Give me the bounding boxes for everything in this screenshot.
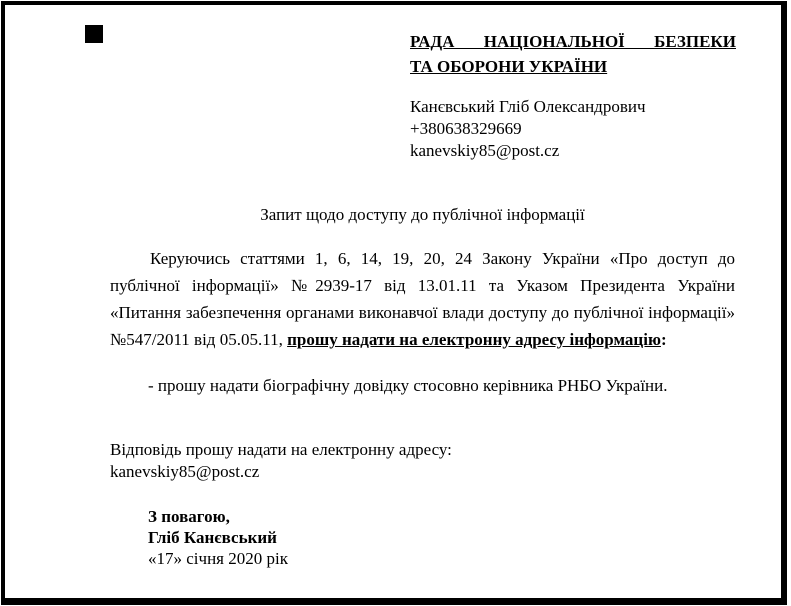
sender-email: kanevskiy85@post.cz <box>410 141 560 160</box>
main-paragraph <box>110 245 735 353</box>
sender-info-block <box>410 96 781 162</box>
org-name-block <box>410 29 736 79</box>
signature-name: Гліб Канєвський <box>148 528 277 547</box>
paragraph-emphasis: прошу надати на електронну адресу інформацію <box>287 330 661 349</box>
reply-block <box>110 439 781 483</box>
signature-date: «17» січня 2020 рік <box>148 549 288 568</box>
document-title: Запит щодо доступу до публічної інформації <box>260 205 585 224</box>
sender-name: Канєвський Гліб Олександрович <box>410 97 646 116</box>
reply-instruction: Відповідь прошу надати на електронну адресу: <box>110 440 452 459</box>
org-name-line1: РАДА НАЦІОНАЛЬНОЇ БЕЗПЕКИ <box>410 32 736 51</box>
signature-block <box>148 506 781 569</box>
document-page <box>1 1 787 605</box>
sender-phone: +380638329669 <box>410 119 522 138</box>
paragraph-colon: : <box>660 330 667 349</box>
request-item: - прошу надати біографічну довідку стосовно керівника РНБО України. <box>148 376 668 395</box>
org-name-line2: ТА ОБОРОНИ УКРАЇНИ <box>410 57 608 76</box>
reply-email: kanevskiy85@post.cz <box>110 462 260 481</box>
paragraph-text: Керуючись статтями 1, 6, 14, 19, 20, 24 Закону України «Про доступ до публічної інформації» №2939-17 від 13.01.11 та Указом Президента України «Питання забезпечення органами виконавчої влади доступу до публічної інформації» №547/2011 від 05.05.11, <box>110 249 735 349</box>
signature-closing: З повагою, <box>148 507 230 526</box>
image-placeholder-icon <box>85 25 103 43</box>
